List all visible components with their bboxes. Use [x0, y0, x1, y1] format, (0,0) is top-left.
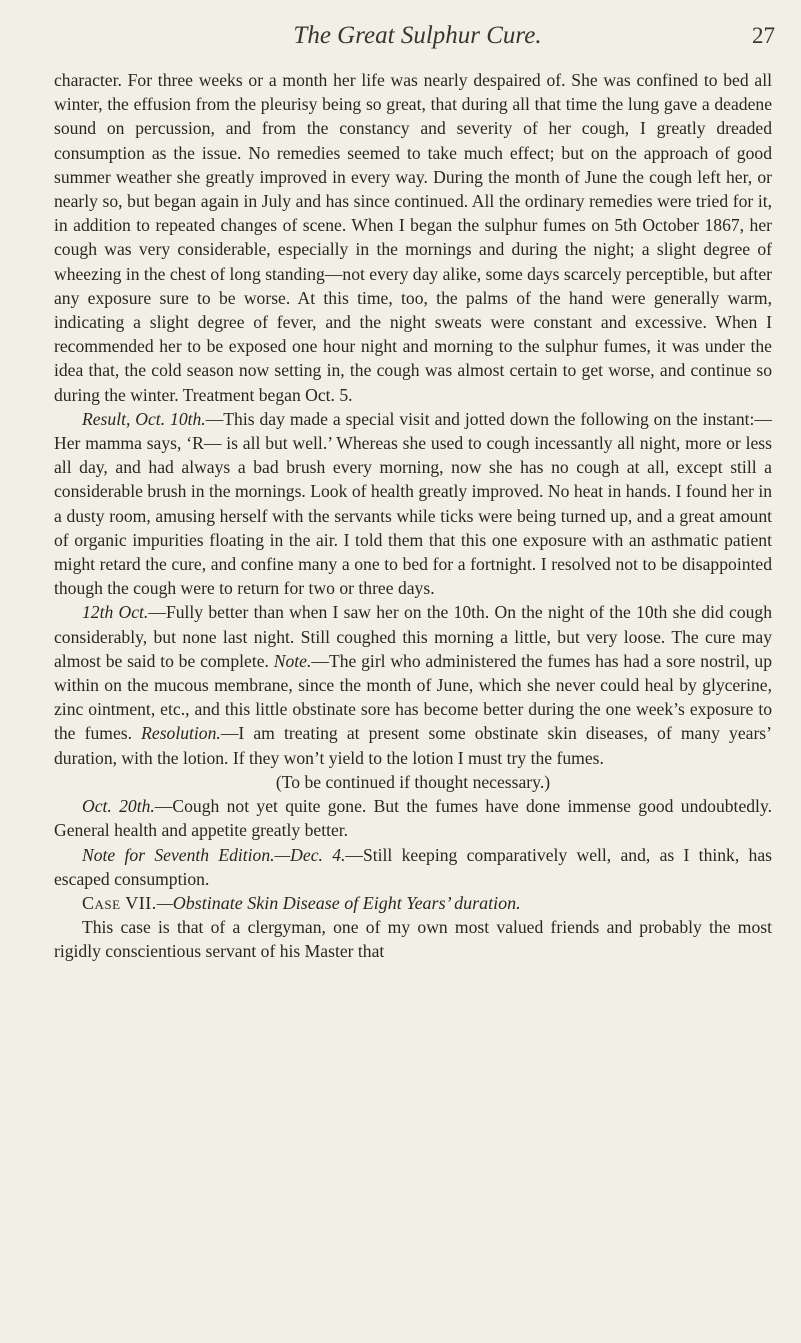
entry-text: —Fully better than when I saw her on the 10th. On the night of the 10th she did cough considerably, but none last night. Still coughed this morning a little, but very loose. The cure may almost be said to be complete.: [54, 602, 773, 671]
paragraph-1: character. For three weeks or a month her life was nearly despaired of. She was confined to bed all winter, the effusion from the pleurisy being so great, that during all that time the lung gave a deadene sound on percussion, and from the constancy and severity of her cough, I greatly dreaded consumption as the issue. No remedies seemed to take much effect; but on the approach of good summer weather she greatly improved in every way. During the month of June the cough left her, or nearly so, but began again in July and has since continued. All the ordinary remedies were tried for it, in addition to repeated changes of scene. When I began the sulphur fumes on 5th October 1867, her cough was very considerable, especially in the mornings and during the night; a slight degree of wheezing in the chest of long standing—not every day alike, some days scarcely perceptible, but after any exposure sure to be worse. At this time, too, the palms of the hand were generally warm, indicating a slight degree of fever, and the night sweats were constant and excessive. When I recommended her to be exposed one hour night and morning to the sulphur fumes, it was under the idea that, the cold season now setting in, the cough was almost certain to get worse, and continue so during the winter. Treatment began Oct. 5.: [54, 70, 772, 405]
resolution-text: —I am treating at present some obstinate skin diseases, of many years’ duration, with the lotion. If they won’t yield to the lotion I must try the fumes.: [54, 723, 773, 768]
entry-label: Oct. 20th.: [82, 796, 155, 817]
paragraph-oct-20: [54, 794, 772, 842]
page-number: 27: [752, 23, 775, 48]
case-heading: [54, 891, 772, 915]
paragraph-seventh-edition-note: [54, 843, 772, 891]
case-title: —Obstinate Skin Disease of Eight Years’ duration.: [156, 892, 521, 913]
entry-label: Note for Seventh Edition.—Dec. 4.: [82, 844, 346, 865]
entry-text: —This day made a special visit and jotted down the following on the instant:—Her mamma says, ‘R— is all but well.’ Whereas she used to cough incessantly all night, more or less all day, and had always a bad brush every morning, now she has no cough at all, except still a considerable brush in the mornings. Look of health greatly improved. No heat in hands. I found her in a dusty room, amusing herself with the servants while ticks were being turned up, and a great amount of organic impurities floating in the air. I told them that this one exposure with an asthmatic patient might retard the cure, and confine many a one to bed for a fortnight. I resolved not to be disappointed though the cough were to return for two or three days.: [54, 408, 772, 599]
entry-text: —Cough not yet quite gone. But the fumes have done immense good undoubtedly. General health and appetite greatly better.: [54, 796, 772, 841]
note-label: Note.: [273, 650, 312, 671]
body-text: [54, 68, 772, 964]
entry-label: 12th Oct.: [82, 602, 149, 623]
case-number: Case VII.: [82, 892, 157, 913]
running-title: The Great Sulphur Cure.: [293, 22, 542, 49]
entry-label: Result, Oct. 10th.: [82, 408, 206, 429]
page-header: [60, 20, 775, 52]
paragraph-result-oct-10: [54, 407, 772, 601]
paragraph-oct-12: [54, 600, 772, 769]
entry-text: —Still keeping comparatively well, and, as I think, has escaped consumption.: [54, 844, 772, 889]
continuation-note: (To be continued if thought necessary.): [275, 771, 551, 792]
paragraph-case-intro: This case is that of a clergyman, one of my own most valued friends and probably the most rigidly conscientious servant of his Master that: [54, 917, 772, 962]
resolution-label: Resolution.: [141, 723, 221, 744]
note-text: —The girl who administered the fumes has had a sore nostril, up within on the mucous membrane, since the month of June, which she never could heal by glycerine, zinc ointment, etc., and this little obstinate sore has become better during the one week’s exposure to the fumes.: [54, 650, 773, 744]
